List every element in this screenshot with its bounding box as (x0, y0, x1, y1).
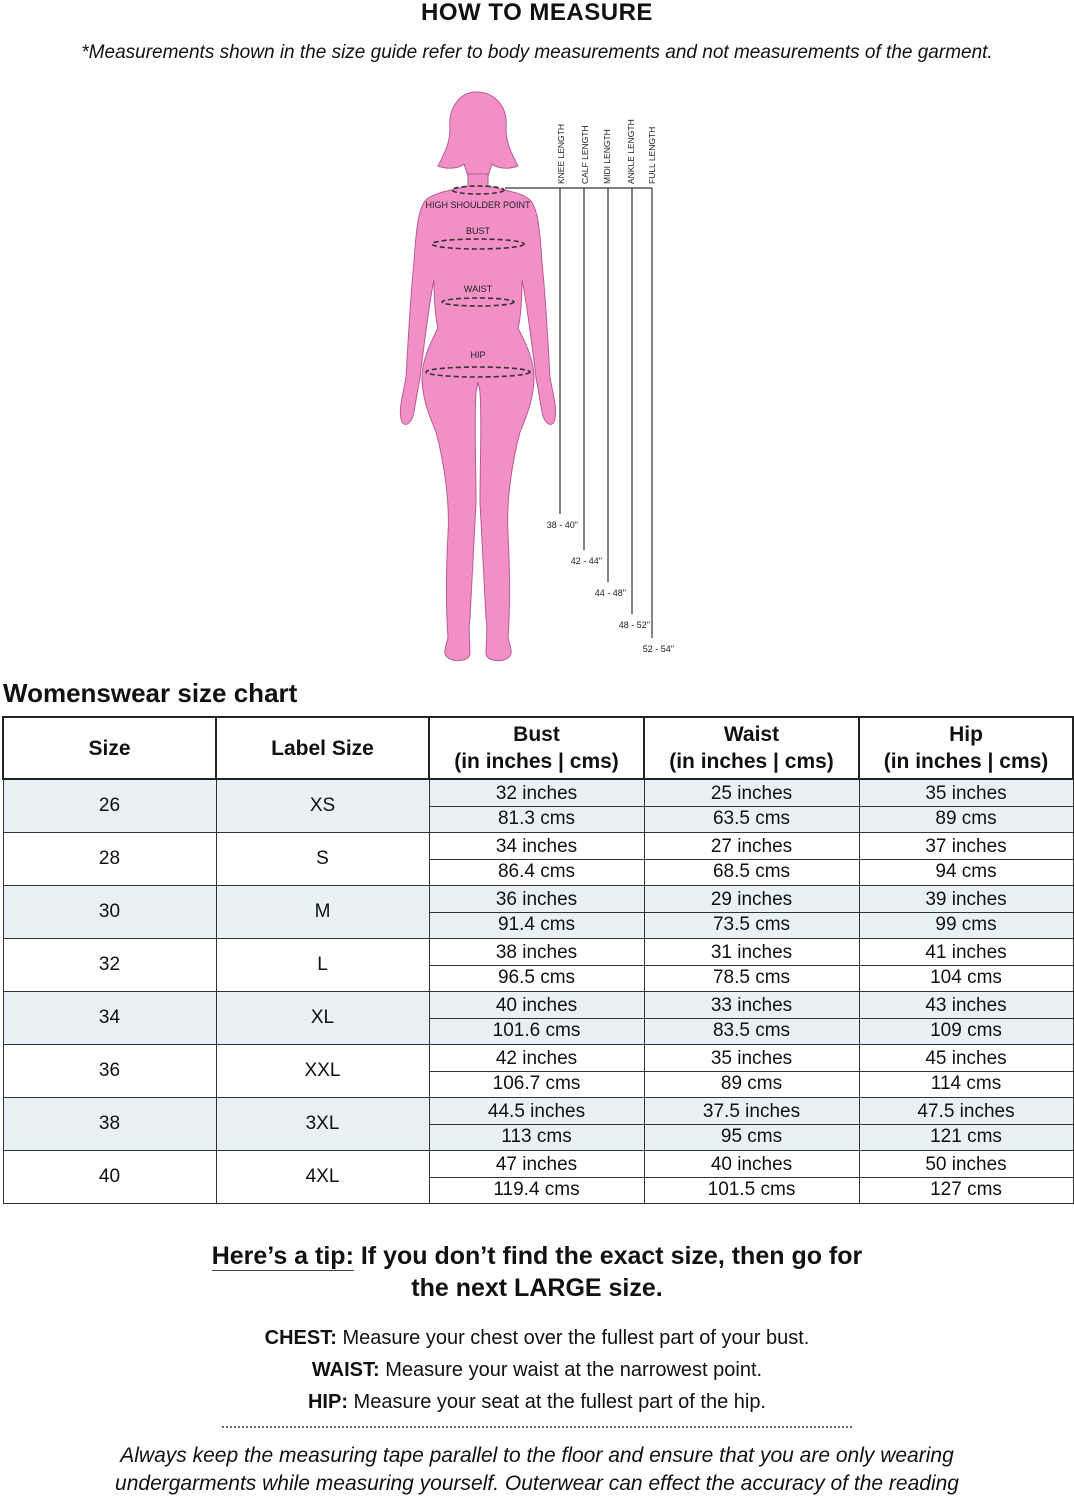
label-waist: WAIST (463, 284, 493, 294)
table-row (3, 779, 1073, 833)
label-midi-length: MIDI LENGTH (602, 129, 612, 184)
cell-label-size: L (216, 939, 429, 992)
cell-waist: 25 inches 63.5 cms (644, 779, 859, 833)
cell-label-size: 3XL (216, 1098, 429, 1151)
cell-waist: 35 inches 89 cms (644, 1045, 859, 1098)
label-bust: BUST (465, 226, 491, 236)
cell-bust: 42 inches 106.7 cms (429, 1045, 644, 1098)
value-calf-length: 42 - 44" (570, 556, 602, 566)
footer-line2: undergarments while measuring yourself. Outerwear can effect the accuracy of the reading (115, 1472, 959, 1495)
dotted-divider (222, 1426, 852, 1428)
cell-hip: 37 inches 94 cms (859, 833, 1073, 886)
cell-bust: 44.5 inches 113 cms (429, 1098, 644, 1151)
header-size: Size (3, 717, 216, 779)
value-ankle-length: 48 - 52" (618, 620, 650, 630)
cell-hip: 43 inches 109 cms (859, 992, 1073, 1045)
measure-instructions (0, 1322, 1074, 1418)
cell-label-size: XL (216, 992, 429, 1045)
label-calf-length: CALF LENGTH (580, 125, 590, 184)
table-row (3, 1098, 1073, 1151)
table-row (3, 833, 1073, 886)
tip-line2: the next LARGE size. (411, 1274, 663, 1302)
cell-hip: 35 inches 89 cms (859, 779, 1073, 833)
cell-label-size: S (216, 833, 429, 886)
cell-size: 26 (3, 779, 216, 833)
cell-size: 28 (3, 833, 216, 886)
page-title: HOW TO MEASURE (421, 0, 653, 26)
cell-hip: 45 inches 114 cms (859, 1045, 1073, 1098)
cell-waist: 33 inches 83.5 cms (644, 992, 859, 1045)
cell-hip: 47.5 inches 121 cms (859, 1098, 1073, 1151)
cell-bust: 32 inches 81.3 cms (429, 779, 644, 833)
size-chart-title: Womenswear size chart (3, 678, 298, 708)
header-hip: Hip (in inches | cms) (859, 717, 1073, 779)
cell-waist: 40 inches 101.5 cms (644, 1151, 859, 1204)
label-ankle-length: ANKLE LENGTH (626, 119, 636, 184)
cell-label-size: XS (216, 779, 429, 833)
cell-hip: 50 inches 127 cms (859, 1151, 1073, 1204)
instruction-waist: WAIST: Measure your waist at the narrowest point. (311, 1359, 763, 1381)
body-measure-figure (390, 82, 690, 668)
cell-label-size: 4XL (216, 1151, 429, 1204)
instruction-hip: HIP: Measure your seat at the fullest part of the hip. (307, 1391, 766, 1413)
cell-bust: 36 inches 91.4 cms (429, 886, 644, 939)
cell-hip: 39 inches 99 cms (859, 886, 1073, 939)
size-chart-table (2, 716, 1074, 1204)
tip-line1: If you don’t find the exact size, then go for (353, 1242, 863, 1270)
footer-note (0, 1442, 1074, 1498)
value-full-length: 52 - 54" (642, 644, 674, 654)
cell-size: 38 (3, 1098, 216, 1151)
header-waist: Waist (in inches | cms) (644, 717, 859, 779)
cell-size: 40 (3, 1151, 216, 1204)
value-knee-length: 38 - 40" (546, 520, 578, 530)
cell-bust: 40 inches 101.6 cms (429, 992, 644, 1045)
table-header-row (3, 717, 1073, 779)
cell-size: 36 (3, 1045, 216, 1098)
cell-bust: 38 inches 96.5 cms (429, 939, 644, 992)
cell-size: 34 (3, 992, 216, 1045)
table-row (3, 886, 1073, 939)
label-hip: HIP (470, 350, 486, 360)
measurement-note: *Measurements shown in the size guide refer to body measurements and not measurements of the garment. (81, 42, 993, 63)
header-label-size: Label Size (216, 717, 429, 779)
label-full-length: FULL LENGTH (647, 126, 657, 184)
cell-bust: 34 inches 86.4 cms (429, 833, 644, 886)
cell-label-size: XXL (216, 1045, 429, 1098)
table-row (3, 1045, 1073, 1098)
footer-line1: Always keep the measuring tape parallel to the floor and ensure that you are only wearing (120, 1444, 954, 1467)
label-high-shoulder: HIGH SHOULDER POINT (425, 200, 531, 210)
table-row (3, 939, 1073, 992)
value-midi-length: 44 - 48" (594, 588, 626, 598)
label-knee-length: KNEE LENGTH (556, 124, 566, 184)
cell-bust: 47 inches 119.4 cms (429, 1151, 644, 1204)
cell-waist: 31 inches 78.5 cms (644, 939, 859, 992)
instruction-chest: CHEST: Measure your chest over the fullest part of your bust. (264, 1327, 810, 1349)
table-row (3, 992, 1073, 1045)
cell-waist: 37.5 inches 95 cms (644, 1098, 859, 1151)
cell-size: 32 (3, 939, 216, 992)
tip-lead: Here’s a tip: (211, 1242, 354, 1270)
size-tip (0, 1240, 1074, 1304)
cell-waist: 29 inches 73.5 cms (644, 886, 859, 939)
cell-waist: 27 inches 68.5 cms (644, 833, 859, 886)
table-row (3, 1151, 1073, 1204)
cell-size: 30 (3, 886, 216, 939)
header-bust: Bust (in inches | cms) (429, 717, 644, 779)
cell-hip: 41 inches 104 cms (859, 939, 1073, 992)
cell-label-size: M (216, 886, 429, 939)
